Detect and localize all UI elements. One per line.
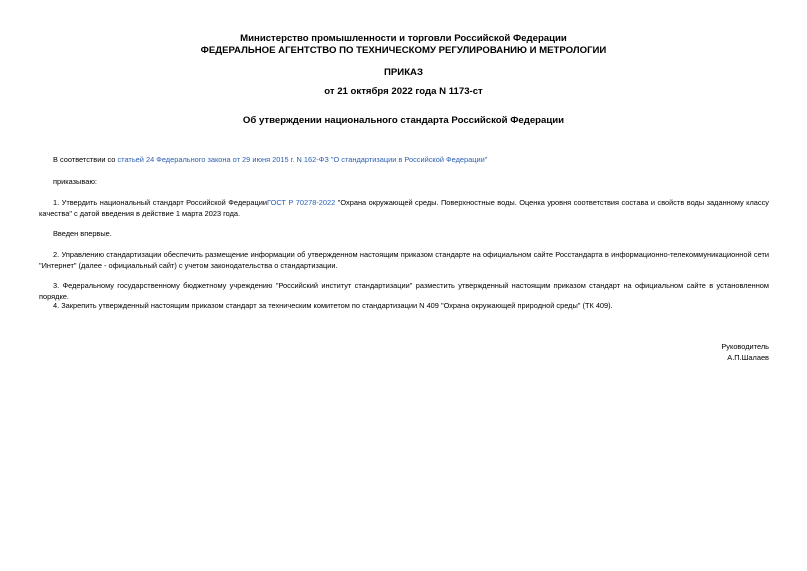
document-type: ПРИКАЗ bbox=[384, 67, 423, 78]
document-subject: Об утверждении национального стандарта Российской Федерации bbox=[242, 115, 565, 126]
document-date-number: от 21 октября 2022 года N 1173-ст bbox=[324, 86, 483, 97]
preamble-prefix: В соответствии со bbox=[53, 155, 118, 164]
item-1-suffix: "Охрана окружающей среды. Поверхностные воды. Оценка уровня соответствия состава и свойств воды заданному классу качества" с датой введения в действие 1 марта 2023 года. bbox=[39, 198, 769, 218]
signature-name: А.П.Шалаев bbox=[727, 353, 769, 362]
item-4-paragraph: 4. Закрепить утвержденный настоящим приказом стандарт за техническим комитетом по стандартизации N 409 "Охрана окружающей природной среды" (ТК 409). bbox=[53, 301, 613, 310]
item-2-paragraph: 2. Управлению стандартизации обеспечить размещение информации об утвержденном настоящим приказом стандарте на официальном сайте Росстандарта в информационно-телекоммуникационной сети "Интернет" (далее - официальный сайт) с учетом законодательства о стандартизации. bbox=[39, 250, 769, 270]
ministry-name: Министерство промышленности и торговли Российской Федерации bbox=[240, 33, 567, 44]
preamble-paragraph bbox=[39, 155, 769, 166]
signature-title: Руководитель bbox=[721, 342, 769, 351]
item-3-paragraph: 3. Федеральному государственному бюджетному учреждению "Российский институт стандартизации" разместить утвержденный настоящим приказом стандарт на официальном сайте в установленном порядке. bbox=[39, 281, 769, 301]
gost-standard-link[interactable]: ГОСТ Р 70278-2022 bbox=[266, 198, 336, 207]
item-1-prefix: 1. Утвердить национальный стандарт Российской Федерации bbox=[53, 198, 267, 207]
agency-name: ФЕДЕРАЛЬНОЕ АГЕНТСТВО ПО ТЕХНИЧЕСКОМУ РЕГУЛИРОВАНИЮ И МЕТРОЛОГИИ bbox=[200, 45, 607, 56]
item-1-paragraph bbox=[39, 198, 769, 219]
order-word: приказываю: bbox=[53, 177, 97, 186]
federal-law-link[interactable]: статьей 24 Федерального закона от 29 июня 2015 г. N 162-ФЗ "О стандартизации в Российской Федерации" bbox=[117, 155, 488, 164]
introduced-note: Введен впервые. bbox=[53, 229, 112, 238]
